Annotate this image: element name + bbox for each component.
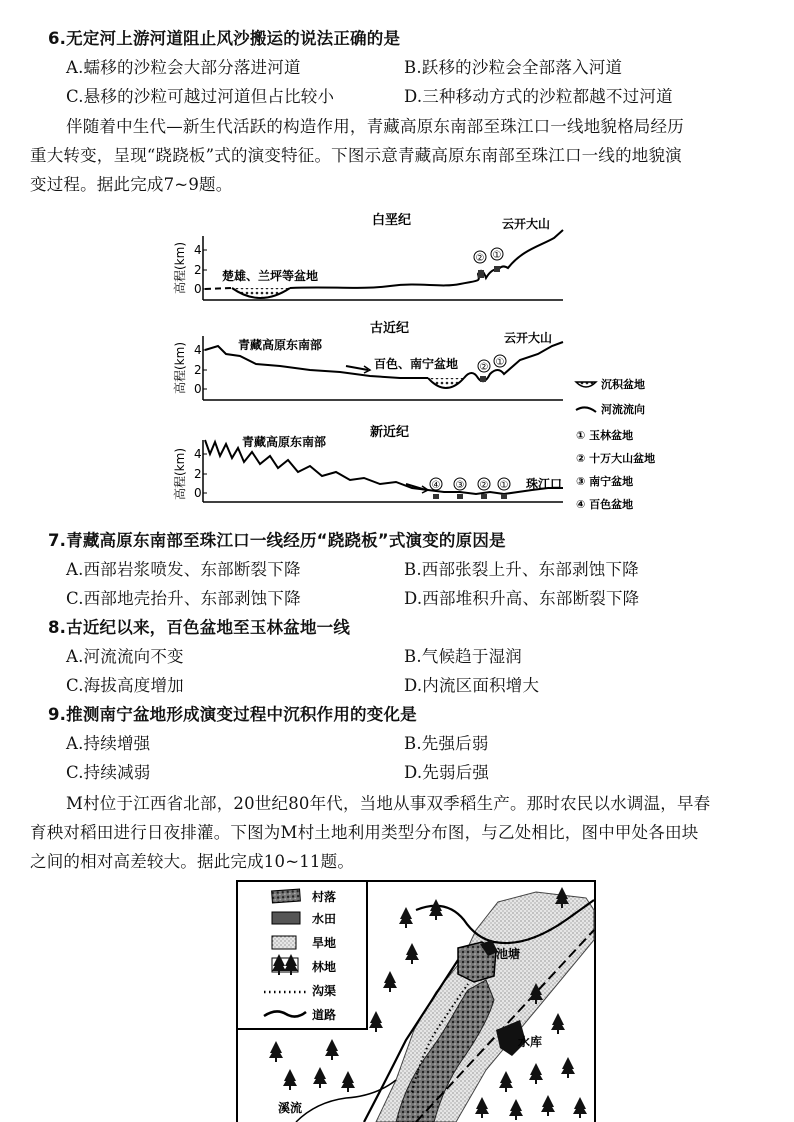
legend-item-3: ③ 南宁盆地 <box>576 475 634 488</box>
estuary-label: 珠江口 <box>526 477 563 491</box>
y-axis-label: 高程(km) <box>173 447 187 501</box>
legend-river: 河流流向 <box>601 403 645 416</box>
mountain-label: 云开大山 <box>504 331 553 345</box>
basin-label: 楚雄、兰坪等盆地 <box>222 269 319 283</box>
q9-option-a: A.持续增强 <box>66 734 151 753</box>
legend-paddy: 水田 <box>312 912 337 926</box>
legend-basin: 沉积盆地 <box>601 378 645 391</box>
era-label: 白垩纪 <box>372 213 412 228</box>
plateau-label: 青藏高原东南部 <box>238 338 323 352</box>
marker-2: ② <box>475 253 485 264</box>
figure1-legend <box>576 377 655 511</box>
marker-2: ② <box>479 362 489 373</box>
q8-option-b: B.气候趋于湿润 <box>404 647 522 666</box>
y-axis-label: 高程(km) <box>173 241 187 295</box>
marker-3: ③ <box>455 480 465 491</box>
passage1-line3: 变过程。据此完成7~9题。 <box>30 175 233 194</box>
tick-label: 0 <box>194 486 202 500</box>
landform-evolution-figure <box>160 206 680 520</box>
tick-label: 4 <box>194 447 202 461</box>
tick-label: 0 <box>194 382 202 396</box>
stream-label: 溪流 <box>278 1101 303 1115</box>
q8-stem: 8.古近纪以来，百色盆地至玉林盆地一线 <box>48 618 351 637</box>
q8-option-c: C.海拔高度增加 <box>66 676 184 695</box>
q7-option-b: B.西部张裂上升、东部剥蚀下降 <box>404 560 639 579</box>
q6-option-d: D.三种移动方式的沙粒都越不过河道 <box>404 87 673 106</box>
passage2-line1: M村位于江西省北部，20世纪80年代，当地从事双季稻生产。那时农民以水调温，早春 <box>66 794 711 813</box>
passage1-line2: 重大转变，呈现“跷跷板”式的演变特征。下图示意青藏高原东南部至珠江口一线的地貌演 <box>30 146 682 165</box>
legend-item-2: ② 十万大山盆地 <box>576 452 656 465</box>
mountain-label: 云开大山 <box>502 217 551 231</box>
tick-label: 2 <box>194 263 202 277</box>
marker-1: ① <box>495 357 505 368</box>
map-legend <box>237 881 367 1029</box>
q8-option-d: D.内流区面积增大 <box>404 676 540 695</box>
legend-item-1: ① 玉林盆地 <box>576 429 634 442</box>
marker-1: ① <box>499 480 509 491</box>
reservoir-label: 水库 <box>518 1035 543 1049</box>
legend-forest: 林地 <box>312 960 337 974</box>
panel-paleogene <box>172 320 563 400</box>
legend-road: 道路 <box>312 1008 337 1022</box>
q8-option-a: A.河流流向不变 <box>66 647 184 666</box>
legend-ditch: 沟渠 <box>312 984 337 998</box>
q9-option-d: D.先弱后强 <box>404 763 490 782</box>
era-label: 新近纪 <box>370 425 410 440</box>
tick-label: 4 <box>194 343 202 357</box>
q6-stem: 6.无定河上游河道阻止风沙搬运的说法正确的是 <box>48 29 401 48</box>
passage2-line2: 育秧对稻田进行日夜排灌。下图为M村土地利用类型分布图，与乙处相比，图中甲处各田块 <box>30 823 699 842</box>
panel-neogene <box>172 424 563 502</box>
q9-option-b: B.先强后弱 <box>404 734 489 753</box>
marker-1: ① <box>492 250 502 261</box>
q9-stem: 9.推测南宁盆地形成演变过程中沉积作用的变化是 <box>48 705 417 724</box>
q9-option-c: C.持续减弱 <box>66 763 151 782</box>
q7-option-d: D.西部堆积升高、东部断裂下降 <box>404 589 640 608</box>
legend-dryland: 旱地 <box>312 936 337 950</box>
tick-label: 2 <box>194 467 202 481</box>
tick-label: 4 <box>194 243 202 257</box>
legend-village: 村落 <box>312 890 337 904</box>
basin-label: 百色、南宁盆地 <box>374 357 459 371</box>
pond-label: 池塘 <box>496 947 521 961</box>
q7-option-c: C.西部地壳抬升、东部剥蚀下降 <box>66 589 301 608</box>
passage1-line1: 伴随着中生代—新生代活跃的构造作用，青藏高原东南部至珠江口一线地貌格局经历 <box>66 117 684 136</box>
era-label: 古近纪 <box>370 321 410 336</box>
panel-cretaceous <box>172 212 563 300</box>
q6-option-a: A.蠕移的沙粒会大部分落进河道 <box>66 58 301 77</box>
legend-item-4: ④ 百色盆地 <box>576 498 634 511</box>
plateau-label: 青藏高原东南部 <box>242 435 327 449</box>
y-axis-label: 高程(km) <box>173 341 187 395</box>
marker-2: ② <box>479 480 489 491</box>
q6-option-b: B.跃移的沙粒会全部落入河道 <box>404 58 623 77</box>
q7-option-a: A.西部岩浆喷发、东部断裂下降 <box>66 560 301 579</box>
passage2-line3: 之间的相对高差较大。据此完成10~11题。 <box>30 852 355 871</box>
marker-4: ④ <box>431 480 441 491</box>
q7-stem: 7.青藏高原东南部至珠江口一线经历“跷跷板”式演变的原因是 <box>48 531 506 550</box>
land-use-map <box>236 880 596 1122</box>
tick-label: 0 <box>194 282 202 296</box>
tick-label: 2 <box>194 363 202 377</box>
q6-option-c: C.悬移的沙粒可越过河道但占比较小 <box>66 87 335 106</box>
